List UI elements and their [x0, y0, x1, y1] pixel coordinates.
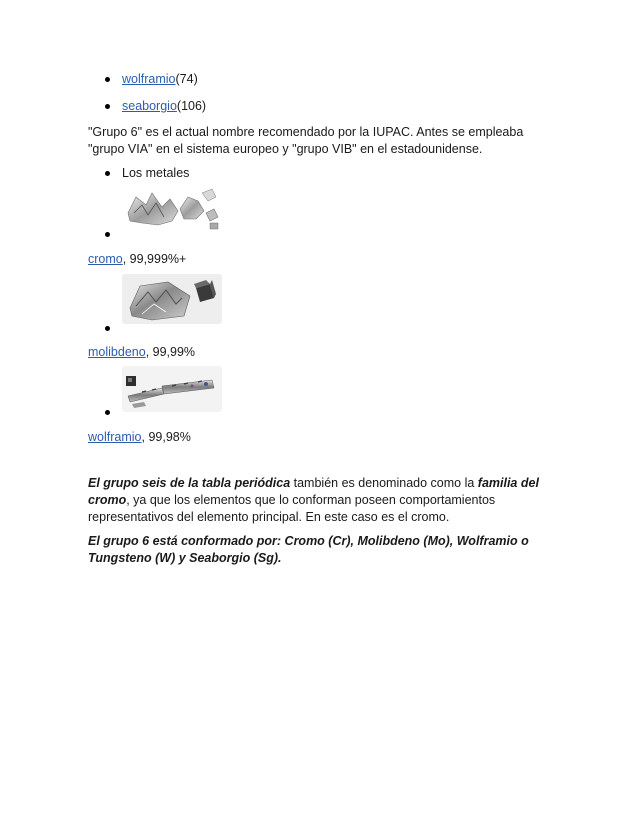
bullet-dot	[105, 77, 110, 82]
bullet-dot	[105, 171, 110, 176]
bold-phrase: familia del cromo	[88, 476, 539, 507]
wolframio-link[interactable]: wolframio	[122, 72, 176, 86]
familia-paragraph	[88, 475, 558, 526]
tungsten-image	[122, 366, 222, 412]
atomic-number: (74)	[175, 72, 198, 86]
caption-molibdeno	[88, 345, 195, 359]
intro-paragraph: "Grupo 6" es el actual nombre recomendado por la IUPAC. Antes se empleaba "grupo VIA" en el sistema europeo y "grupo VIB" en el estadounidense.	[88, 125, 524, 156]
list-item-seaborgio	[105, 99, 206, 113]
purity-text: , 99,99%	[145, 345, 196, 359]
caption-cromo	[88, 252, 186, 266]
bold-phrase: El grupo seis de la tabla periódica	[88, 476, 291, 490]
atomic-number: (106)	[176, 99, 207, 113]
list-item-metales	[105, 166, 189, 180]
cromo-link[interactable]: cromo	[88, 252, 123, 266]
bullet-dot	[105, 326, 110, 331]
bullet-dot	[105, 104, 110, 109]
conformado-paragraph: El grupo 6 está conformado por: Cromo (Cr), Molibdeno (Mo), Wolframio o Tungsteno (W) y Seaborgio (Sg).	[88, 534, 529, 565]
caption-wolframio	[88, 430, 191, 444]
metales-label: Los metales	[122, 166, 190, 180]
wolframio-link[interactable]: wolframio	[88, 430, 142, 444]
text-span: , ya que los elementos que lo conforman poseen comportamientos representativos del elemento principal. En este caso es el cromo.	[88, 493, 496, 524]
molibdeno-link[interactable]: molibdeno	[88, 345, 146, 359]
bullet-dot	[105, 410, 110, 415]
chromium-image	[122, 183, 222, 233]
bullet-dot	[105, 232, 110, 237]
text-span: también es denominado como la	[290, 476, 478, 490]
list-item-wolframio	[105, 72, 198, 86]
molybdenum-image	[122, 274, 222, 324]
purity-text: , 99,999%+	[122, 252, 187, 266]
purity-text: , 99,98%	[141, 430, 191, 444]
seaborgio-link[interactable]: seaborgio	[122, 99, 177, 113]
